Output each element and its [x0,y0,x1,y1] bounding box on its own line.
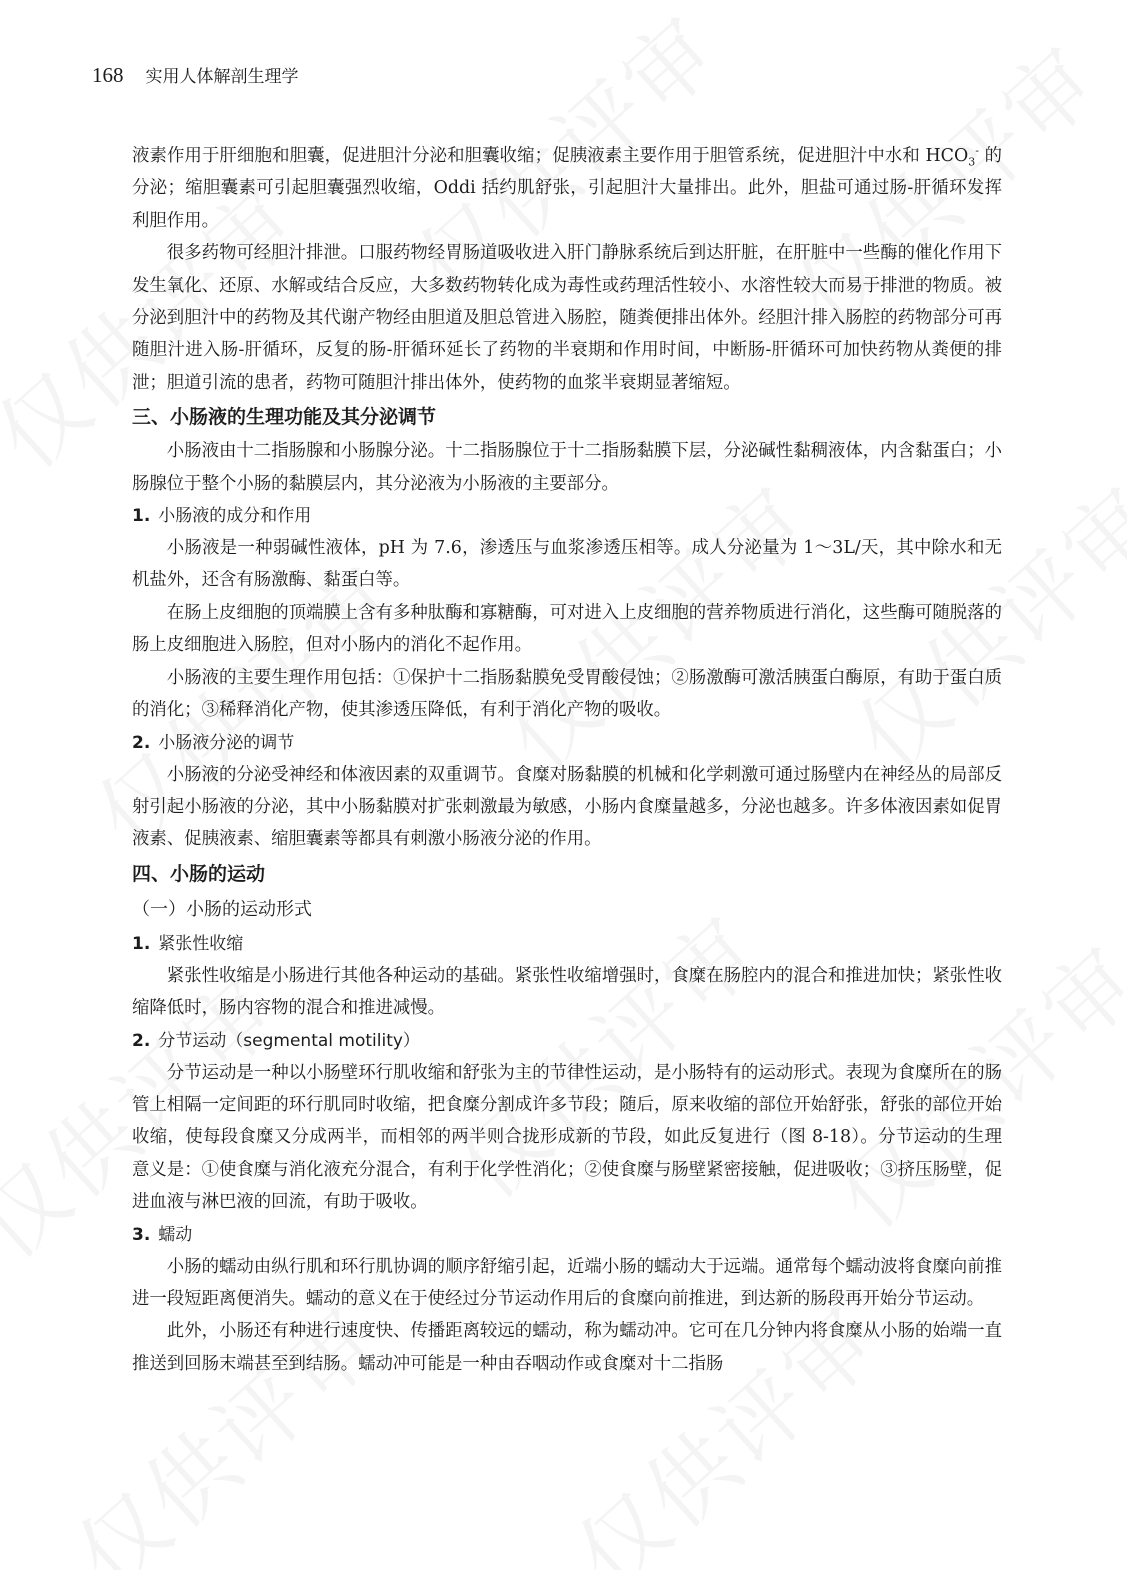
section-heading: 三、小肠液的生理功能及其分泌调节 [132,406,437,429]
subsection-heading: （一）小肠的运动形式 [132,898,312,920]
subsection-heading: 2. 分节运动（segmental motility） [132,1030,420,1051]
paragraph: 液素作用于肝细胞和胆囊，促进胆汁分泌和胆囊收缩；促胰液素主要作用于胆管系统，促进胆汁中水和 $HCO_3^-$ 的分泌；缩胆囊素可引起胆囊强烈收缩，Oddi 括约肌舒张，引起胆汁大量排出。此外，胆盐可通过肠-肝循环发挥利胆作用。 [132,144,1003,231]
paragraph: 分节运动是一种以小肠壁环行肌收缩和舒张为主的节律性运动，是小肠特有的运动形式。表现为食糜所在的肠管上相隔一定间距的环行肌同时收缩，把食糜分割成许多节段；随后，原来收缩的部位开始舒张，舒张的部位开始收缩，使每段食糜又分成两半，而相邻的两半则合拢形成新的节段，如此反复进行（图 8-18）。分节运动的生理意义是：①使食糜与消化液充分混合，有利于化学性消化；②使食糜与肠壁紧密接触，促进吸收；③挤压肠壁，促进血液与淋巴液的回流，有助于吸收。 [132,1062,1002,1213]
subsection-heading: 2. 小肠液分泌的调节 [132,732,295,753]
paragraph: 在肠上皮细胞的顶端膜上含有多种肽酶和寡糖酶，可对进入上皮细胞的营养物质进行消化，这些酶可随脱落的肠上皮细胞进入肠腔，但对小肠内的消化不起作用。 [132,602,1002,656]
paragraph: 小肠液由十二指肠腺和小肠腺分泌。十二指肠腺位于十二指肠黏膜下层，分泌碱性黏稠液体，内含黏蛋白；小肠腺位于整个小肠的黏膜层内，其分泌液为小肠液的主要部分。 [132,441,1002,494]
section-heading: 四、小肠的运动 [132,862,266,885]
paragraph: 小肠的蠕动由纵行肌和环行肌协调的顺序舒缩引起，近端小肠的蠕动大于远端。通常每个蠕动波将食糜向前推进一段短距离便消失。蠕动的意义在于使经过分节运动作用后的食糜向前推进，到达新的肠段再开始分节运动。 [132,1256,1002,1309]
paragraph: 很多药物可经胆汁排泄。口服药物经胃肠道吸收进入肝门静脉系统后到达肝脏，在肝脏中一些酶的催化作用下发生氧化、还原、水解或结合反应，大多数药物转化成为毒性或药理活性较小、水溶性较大而易于排泄的物质。被分泌到胆汁中的药物及其代谢产物经由胆道及胆总管进入肠腔，随粪便排出体外。经胆汁排入肠腔的药物部分可再随胆汁进入肠-肝循环，反复的肠-肝循环延长了药物的半衰期和作用时间，中断肠-肝循环可加快药物从粪便的排泄；胆道引流的患者，药物可随胆汁排出体外，使药物的血浆半衰期显著缩短。 [132,243,1002,393]
subsection-heading: 1. 小肠液的成分和作用 [132,506,312,527]
paragraph: 此外，小肠还有种进行速度快、传播距离较远的蠕动，称为蠕动冲。它可在几分钟内将食糜从小肠的始端一直推送到回肠末端甚至到结肠。蠕动冲可能是一种由吞咽动作或食糜对十二指肠 [132,1321,1002,1374]
paragraph: 小肠液是一种弱碱性液体，pH 为 7.6，渗透压与血浆渗透压相等。成人分泌量为 1～3L/天，其中除水和无机盐外，还含有肠激酶、黏蛋白等。 [132,538,1002,591]
page-header [92,62,299,92]
subsection-heading: 1. 紧张性收缩 [132,933,244,954]
subsection-heading: 3. 蠕动 [132,1224,193,1245]
paragraph: 小肠液的主要生理作用包括：①保护十二指肠黏膜免受胃酸侵蚀；②肠激酶可激活胰蛋白酶原，有助于蛋白质的消化；③稀释消化产物，使其渗透压降低，有利于消化产物的吸收。 [132,667,1002,721]
page-body [132,140,1002,1380]
paragraph: 紧张性收缩是小肠进行其他各种运动的基础。紧张性收缩增强时，食糜在肠腔内的混合和推进加快；紧张性收缩降低时，肠内容物的混合和推进减慢。 [132,965,1002,1019]
paragraph: 小肠液的分泌受神经和体液因素的双重调节。食糜对肠黏膜的机械和化学刺激可通过肠壁内在神经丛的局部反射引起小肠液的分泌，其中小肠黏膜对扩张刺激最为敏感，小肠内食糜量越多，分泌也越多。许多体液因素如促胃液素、促胰液素、缩胆囊素等都具有刺激小肠液分泌的作用。 [132,764,1002,850]
book-title: 实用人体解剖生理学 [145,67,299,87]
page-number: 168 [92,63,124,87]
